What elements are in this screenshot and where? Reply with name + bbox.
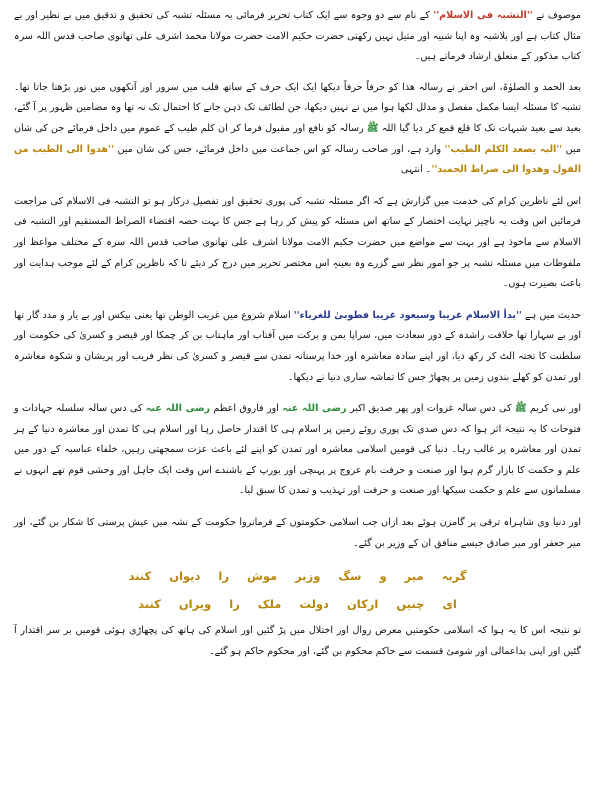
paragraph [14,192,581,295]
highlighted-text: رضی اللہ عنہ [145,403,211,415]
text-run: اور دنیا وی شاہراہ ترقی پر گامزن ہوئے بعد ازاں جب اسلامی حکومتوں کے فرمانروا حکومت کے نشہ میں عیش پرستی کا شکار بن گئے، اور میر جعفر اور میر صادق جیسے منافق ان کے وزیر بن گئے۔ [14,517,581,549]
highlighted-text: ''التشبہ فی الاسلام'' [433,10,533,21]
document-page [14,6,581,800]
paragraph [14,399,581,502]
paragraph [14,6,581,68]
highlighted-text: رضی اللہ عنہ [282,403,347,415]
text-run: حدیث میں ہے [521,309,581,321]
text-run: وارد ہے، اور صاحب رسالہ کو اس جماعت میں داخل فرمائے، جس کی شان میں [114,143,445,155]
text-run: اور نبی کریم [526,403,582,415]
paragraph [14,78,581,181]
text-run: کی دس سالہ غزوات اور پھر صدیق اکبر [346,403,515,415]
highlighted-text: ﷺ [514,403,527,415]
text-run: کے نام سے دو وجوہ سے ایک کتاب تحریر فرمائی یہ مسئلہ تشبہ کی تحقیق و تدقیق میں بے نظیر اور بے مثال کتاب ہے اور بلاشبہ وہ اپنا شبیہ اور مثیل نہیں رکھتی حضرت حکیم الامت حضرت مولانا محمد اشرف علی تھانوی صاحب قدس اللہ سرہ کتاب مذکور کے متعلق ارشاد فرماتے ہیں۔ [14,10,581,63]
highlighted-text: ''الیہ یصعد الکلم الطیب'' [444,143,563,155]
paragraph [14,306,581,388]
text-run: اور فاروق اعظم [210,403,283,415]
highlighted-text: ''بدأ الاسلام غریبا وسیعود غریبا فطوبیٰ للغرباء'' [293,309,522,321]
text-run: بعد الحمد و الصلوٰۃ، اس احقر نے رسالہ ھذا کو حرفاً حرفاً دیکھا ایک ایک حرف کے ساتھ قلب میں سرور اور آنکھوں میں نور بڑھتا جاتا تھا۔ تشبہ کا مسئلہ ایسا مکمل مفصل و مدلل لکھا ہوا میں نے نہیں دیکھا، جن لطائف تک ذہن جانے کا احتمال تک نہ تھا وہ مضامین ظہور پر آ گئے، بعید سے بعید شبہات تک کا قلع قمع کر دیا گیا اللہ [14,81,582,134]
highlighted-text: ﷺ [366,122,379,134]
text-run: اسلام شروع میں غریب الوطن تھا یعنی بیکس اور بے یار و مدد گار تھا اور بے سہارا تھا خلافت راشدہ کے دور سعادت میں، سراپا یمن و برکت میں آفتاب اور ماہتاب بن کر چمکا اور قیصر و کسریٰ کی حکومت اور سلطنت کا تختہ الٹ کر رکھ دیا، اور اپنے سادہ معاشرہ اور خدا پرستانہ تمدن سے قیصر و کسریٰ کی نظر فریب اور پریشان و شکوہ معاشرہ اور تمدن کو کھلے بندوں زمین پر پچھاڑ جس کا تماشہ ساری دنیا نے دیکھا۔ [14,309,581,383]
text-run: کی دس سالہ سلسلہ جہادات و فتوحات کا یہ نتیجہ اثر ہوا کہ دس صدی تک پوری روئے زمین پر اسلام ہی کا اقتدار حاصل رہا اور اسلام ہی کا تمدن اور معاشرہ دنیا کے ہر تمدن اور معاشرہ پر غالب رہا۔ دنیا کی قومیں اسلامی معاشرہ اور تمدن کو اپنے لئے باعث عزت سمجھتی رہیں، خلفاء عباسیہ کے دور میں علم و حکمت کا بازار گرم ہوا اور صنعت و حرفت بام عروج پر پہنچی اور یورپ کے باشندے اس وقت ایک جاہل اور وحشی قوم تھے انہوں نے مسلمانوں سے علم و حکمت سیکھا اور صنعت و حرفت اور تہذیب و تمدن کا سبق لیا۔ [14,403,581,497]
persian-verse-line: گربہ میر و سگ وزیر موش را دیواں کنند [128,569,467,584]
text-run: رسالہ کو نافع اور مقبول فرما کر ان کلم طیب کے عموم میں داخل فرمائے جن کی شان میں [14,122,582,155]
persian-verse-line: ای چنیں ارکان دولت ملک را ویراں کنند [138,597,457,612]
text-run: موصوف نے [532,10,581,21]
text-run: ۔ انتہی [400,164,432,176]
paragraph [14,513,581,554]
closing-paragraph: تو نتیجہ اس کا یہ ہوا کہ اسلامی حکومتیں معرض زوال اور اختلال میں پڑ گئیں اور اسلام کی ہاتھ کی پچھاڑی ہوئی قومیں بر سر اقتدار آ گئیں اور اپنی بداعمالی اور شومئ قسمت سے حاکم محکوم بن گئے، اور محکوم حاکم ہو گئے۔ [14,625,581,657]
highlighted-text: ''ھدوا الی الطیب من القول وھدوا الی صراط الحمید'' [14,143,581,176]
text-run: اس لئے ناظرین کرام کی خدمت میں گزارش ہے کہ اگر مسئلہ تشبہ کی پوری تحقیق اور تفصیل درکار ہو تو التشبہ فی الاسلام کی مراجعت فرمائیں اس وقت یہ ناچیز نہایت اختصار کے ساتھ اس مسئلہ کو پیش کر رہا ہے جس کا بہت حصہ اقتضاء الصراط المستقیم اور التشبہ فی الاسلام سے ماخوذ ہے اور بہت سے مواضع میں حضرت حکیم الامت مولانا اشرف علی تھانوی صاحب قدس اللہ سرہ کے مختلف مواعظ اور ملفوظات میں مسئلہ تشبہ پر جو امور نظر سے گزرے وہ بعینہٖ اس مختصر تحریر میں درج کر دیئے تا کہ ناظرین کرام کے لئے موجب ہدایت اور باعث بصیرت ہوں۔ [14,195,581,290]
